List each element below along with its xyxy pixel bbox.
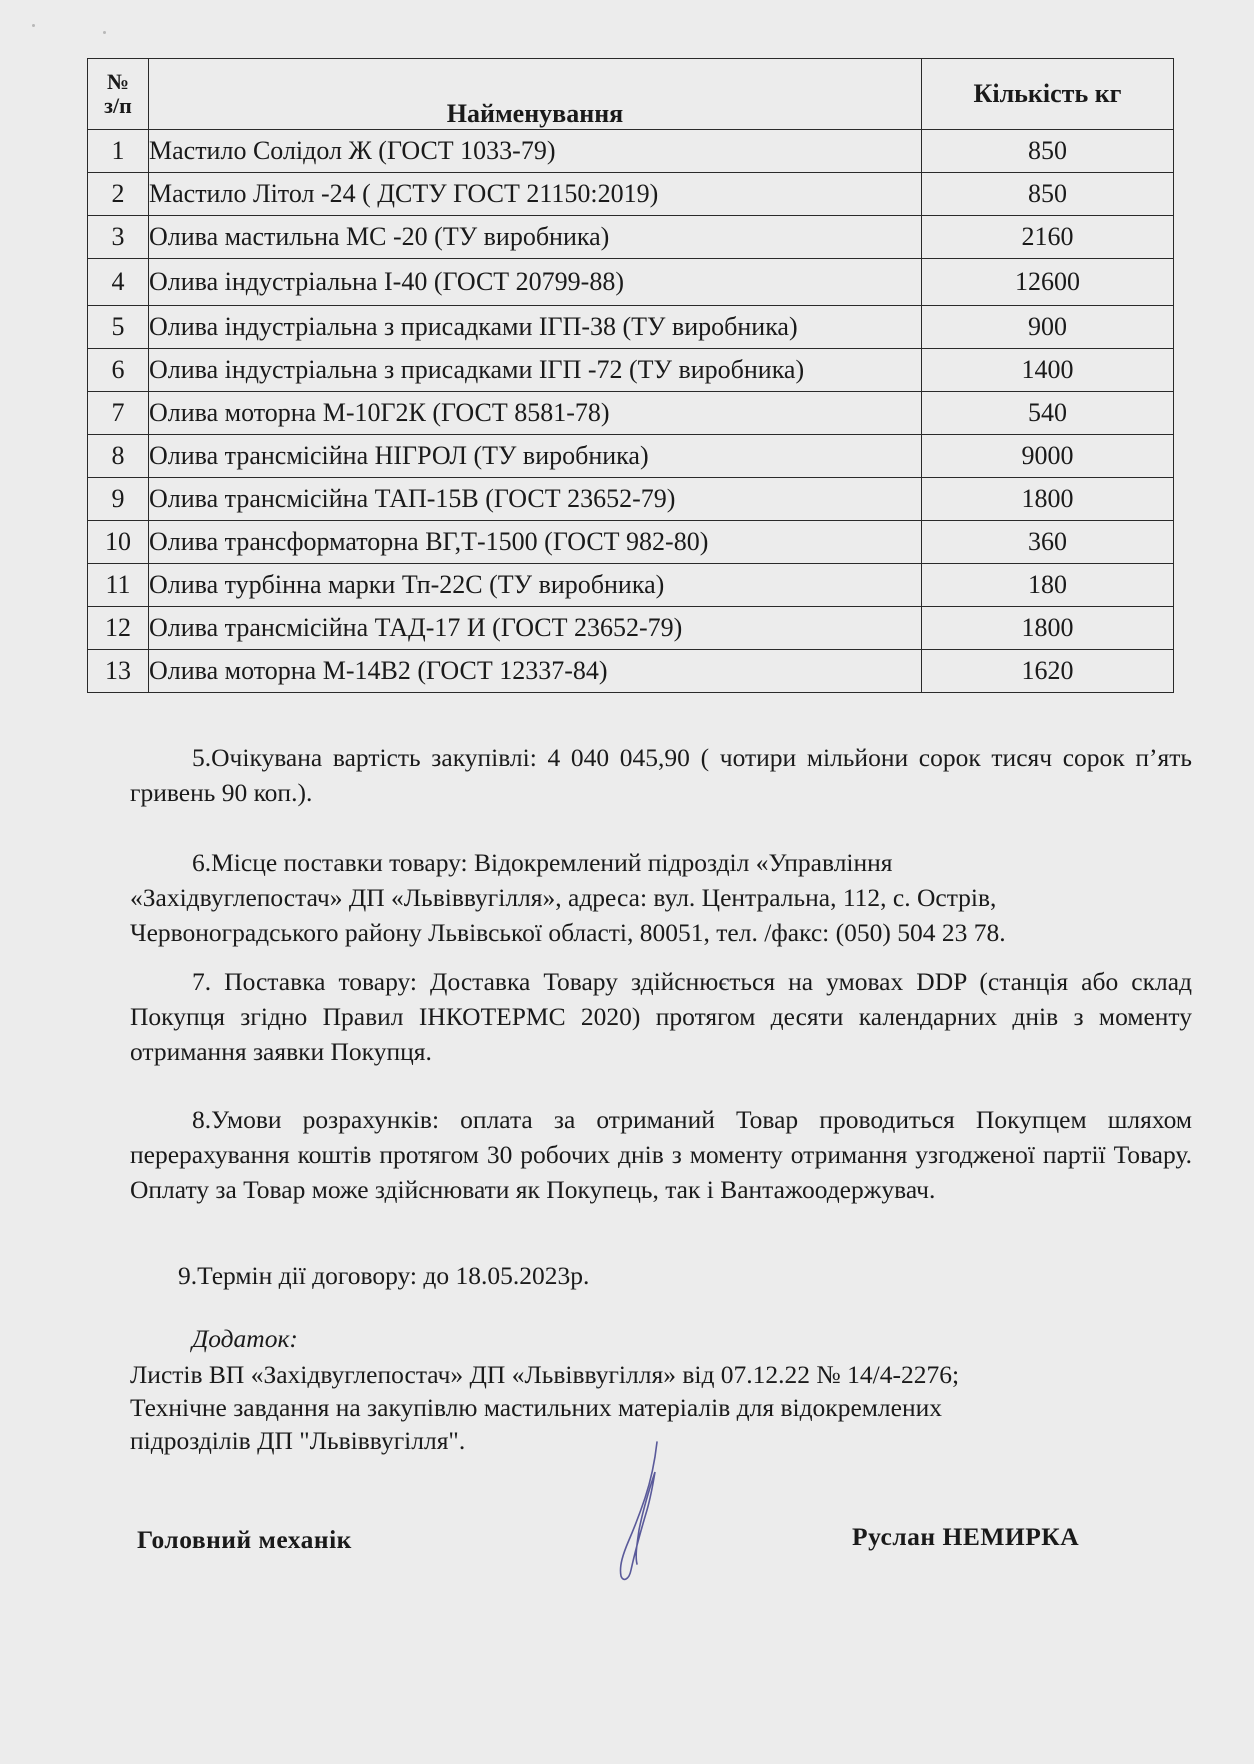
signer-name: Руслан НЕМИРКА bbox=[852, 1522, 1080, 1551]
header-number: № з/п bbox=[88, 59, 149, 130]
row-number: 11 bbox=[88, 564, 149, 607]
table-row bbox=[88, 130, 1174, 173]
table-row bbox=[88, 564, 1174, 607]
row-name: Олива індустріальна з присадками ІГП-38 (ТУ виробника) bbox=[149, 306, 922, 349]
scan-artifact bbox=[32, 24, 35, 27]
section-9-contract-term: 9.Термін дії договору: до 18.05.2023р. bbox=[178, 1261, 590, 1290]
row-number: 13 bbox=[88, 650, 149, 693]
row-number: 9 bbox=[88, 478, 149, 521]
row-quantity: 1620 bbox=[922, 650, 1174, 693]
row-quantity: 180 bbox=[922, 564, 1174, 607]
row-name: Олива трансмісійна ТАД-17 И (ГОСТ 23652-79) bbox=[149, 607, 922, 650]
row-number: 3 bbox=[88, 216, 149, 259]
table-row bbox=[88, 478, 1174, 521]
section-8-payment-terms: 8.Умови розрахунків: оплата за отриманий Товар проводиться Покупцем шляхом перерахування коштів протягом 30 робочих днів з моменту отримання узгодженої партії Товару. Оплату за Товар може здійснювати як Покупець, так і Вантажоодержувач. bbox=[130, 1105, 1192, 1204]
table-header-row bbox=[88, 59, 1174, 130]
row-quantity: 1800 bbox=[922, 478, 1174, 521]
row-name: Олива трансформаторна ВГ,Т-1500 (ГОСТ 982-80) bbox=[149, 521, 922, 564]
row-quantity: 12600 bbox=[922, 259, 1174, 306]
row-quantity: 540 bbox=[922, 392, 1174, 435]
table-row bbox=[88, 259, 1174, 306]
table-row bbox=[88, 521, 1174, 564]
signature-stroke bbox=[620, 1442, 657, 1579]
attachment-item: Листів ВП «Західвуглепостач» ДП «Львіввугілля» від 07.12.22 № 14/4-2276; bbox=[130, 1360, 960, 1389]
row-quantity: 360 bbox=[922, 521, 1174, 564]
row-name: Олива турбінна марки Тп-22С (ТУ виробника) bbox=[149, 564, 922, 607]
row-number: 6 bbox=[88, 349, 149, 392]
table-row bbox=[88, 349, 1174, 392]
table-row bbox=[88, 306, 1174, 349]
table-row bbox=[88, 392, 1174, 435]
attachment-label: Додаток: bbox=[192, 1324, 298, 1353]
row-name: Олива трансмісійна НІГРОЛ (ТУ виробника) bbox=[149, 435, 922, 478]
row-number: 12 bbox=[88, 607, 149, 650]
header-name: Найменування bbox=[149, 59, 922, 130]
row-quantity: 2160 bbox=[922, 216, 1174, 259]
row-name: Олива мастильна МС -20 (ТУ виробника) bbox=[149, 216, 922, 259]
scan-artifact bbox=[103, 31, 106, 34]
row-quantity: 900 bbox=[922, 306, 1174, 349]
table-row bbox=[88, 216, 1174, 259]
row-quantity: 9000 bbox=[922, 435, 1174, 478]
attachment-list bbox=[130, 1358, 959, 1457]
table-row bbox=[88, 607, 1174, 650]
row-quantity: 850 bbox=[922, 130, 1174, 173]
row-quantity: 1400 bbox=[922, 349, 1174, 392]
row-name: Олива моторна М-14В2 (ГОСТ 12337-84) bbox=[149, 650, 922, 693]
materials-table bbox=[87, 58, 1174, 693]
row-name: Олива моторна М-10Г2К (ГОСТ 8581-78) bbox=[149, 392, 922, 435]
row-number: 5 bbox=[88, 306, 149, 349]
table-row bbox=[88, 173, 1174, 216]
table-row bbox=[88, 650, 1174, 693]
section-6-delivery-place: 6.Місце поставки товару: Відокремлений підрозділ «Управління «Західвуглепостач» ДП «Львіввугілля», адреса: вул. Центральна, 112, с. Острів, Червоноградського району Львівської області, 80051, тел. /факс: (050) 504 23 78. bbox=[130, 848, 1006, 947]
signer-position: Головний механік bbox=[137, 1525, 352, 1554]
row-quantity: 850 bbox=[922, 173, 1174, 216]
row-number: 4 bbox=[88, 259, 149, 306]
handwritten-signature bbox=[605, 1440, 675, 1590]
attachment-item: Технічне завдання на закупівлю мастильних матеріалів для відокремлених bbox=[130, 1393, 942, 1422]
row-name: Мастило Солідол Ж (ГОСТ 1033-79) bbox=[149, 130, 922, 173]
section-5-expected-cost: 5.Очікувана вартість закупівлі: 4 040 045,90 ( чотири мільйони сорок тисяч сорок п’ять гривень 90 коп.). bbox=[130, 743, 1192, 807]
table-body bbox=[88, 130, 1174, 693]
row-number: 2 bbox=[88, 173, 149, 216]
row-name: Олива індустріальна І-40 (ГОСТ 20799-88) bbox=[149, 259, 922, 306]
section-7-delivery-terms: 7. Поставка товару: Доставка Товару здійснюється на умовах DDP (станція або склад Покупця згідно Правил ІНКОТЕРМС 2020) протягом десяти календарних днів з моменту отримання заявки Покупця. bbox=[130, 967, 1192, 1066]
row-name: Мастило Літол -24 ( ДСТУ ГОСТ 21150:2019) bbox=[149, 173, 922, 216]
header-quantity: Кількість кг bbox=[922, 59, 1174, 130]
row-name: Олива трансмісійна ТАП-15В (ГОСТ 23652-79) bbox=[149, 478, 922, 521]
row-number: 10 bbox=[88, 521, 149, 564]
row-number: 7 bbox=[88, 392, 149, 435]
row-name: Олива індустріальна з присадками ІГП -72 (ТУ виробника) bbox=[149, 349, 922, 392]
row-quantity: 1800 bbox=[922, 607, 1174, 650]
attachment-item: підрозділів ДП "Львіввугілля". bbox=[130, 1426, 466, 1455]
row-number: 1 bbox=[88, 130, 149, 173]
table-row bbox=[88, 435, 1174, 478]
row-number: 8 bbox=[88, 435, 149, 478]
